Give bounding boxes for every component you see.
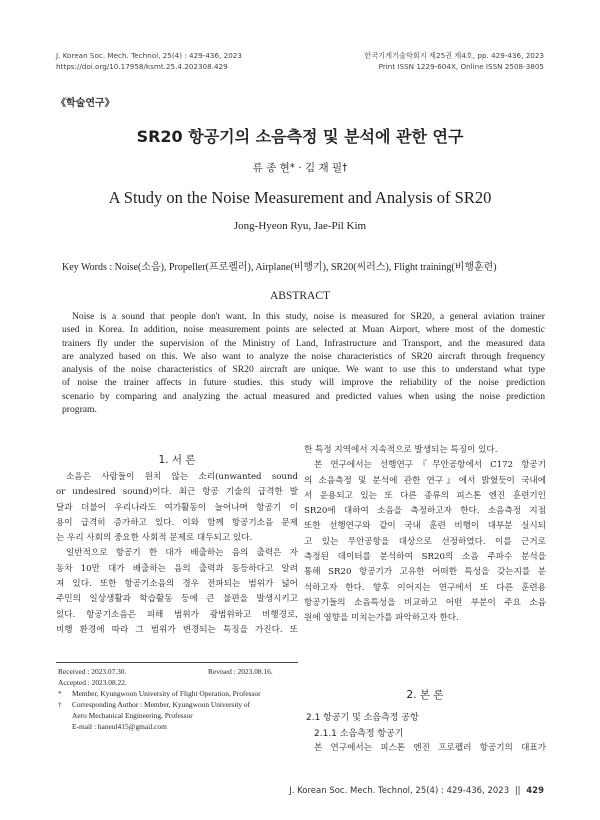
keywords-line xyxy=(62,258,497,273)
section-1-heading: 1. 서 론 xyxy=(158,454,196,466)
footnote-corresponding-mark: † xyxy=(58,700,62,709)
body-line: 달과 더불어 우리나라도 여가활동이 늘어나며 항공기 이 xyxy=(56,502,298,513)
abstract-line: trainers fly under the supervision of the Ministry of Land, Infrastructure and Transport, and the measured data xyxy=(62,337,545,349)
body-line: SR20에 대하여 소음을 측정하고자 한다. 소음측정 지점 xyxy=(304,506,546,517)
body-line: 있다. 항공기소음은 피해 범위가 광범위하고 비행경로, xyxy=(56,609,298,620)
abstract-line: of noise the trainer affects in future studies. this study will improve the reliability of the noise prediction xyxy=(62,377,545,389)
section-1-body-continued xyxy=(304,443,546,627)
title-korean: SR20 항공기의 소음측정 및 분석에 관한 연구 xyxy=(136,127,464,146)
footnote-divider xyxy=(56,662,298,663)
body-line: 한 특정 지역에서 지속적으로 발생되는 특징이 있다. xyxy=(304,445,498,455)
body-line: 서 운용되고 있는 또 다른 종류의 피스톤 엔진 훈련기인 xyxy=(304,490,546,501)
body-line: 일반적으로 항공기 한 대가 배출하는 음의 출력은 자 xyxy=(66,548,298,559)
abstract-line: Noise is a sound that people don't want. In this study, noise is measured for SR20, a general aviation trainer xyxy=(72,311,545,322)
footnote-email[interactable]: E-mail : haneul415@gmail.com xyxy=(72,722,167,731)
body-line: 의 소음측정 및 분석에 관한 연구』에서 밝혔듯이 국내에 xyxy=(304,475,546,486)
abstract-line: used in Korea. In addition, noise measurement points are selected at Muan Airport, where most of the domestic xyxy=(62,324,545,336)
body-line: 원에 영향을 미치는가를 파악하고자 한다. xyxy=(304,613,459,624)
header-issn: Print ISSN 1229-604X, Online ISSN 2508-3805 xyxy=(378,62,544,71)
body-line: 석하고자 한다. 향후 이어지는 연구에서 또 다른 훈련용 xyxy=(304,582,546,593)
body-line: 주민의 일상생활과 학습활동 등에 큰 불편을 발생시키고 xyxy=(56,594,298,605)
body-line: 고 있는 무안공항을 대상으로 선정하였다. 이를 근거로 xyxy=(304,536,546,547)
footnote-corresponding: Corresponding Author : Member, Kyungwoon University of xyxy=(72,700,251,709)
body-line: 소음은 사람들이 원치 않는 소리(unwanted sound xyxy=(66,472,298,482)
body-line: 본 연구에서는 피스톤 엔진 프로펠러 항공기의 대표가 xyxy=(314,743,546,753)
abstract-line: scenario by comparing and analyzing the actual measured and predicted values when using the noise prediction xyxy=(62,390,545,402)
footnote-member-mark: * xyxy=(58,689,62,698)
abstract-line: program. xyxy=(62,404,97,416)
body-line: 통해 SR20 항공기가 고유한 어떠한 특성을 갖는지를 분 xyxy=(304,567,546,578)
header-doi-link[interactable]: https://doi.org/10.17958/ksmt.25.4.202308.429 xyxy=(56,62,228,71)
subsection-2-1-1-heading: 2.1.1 소음측정 항공기 xyxy=(314,729,404,739)
footer-separator: || xyxy=(514,786,521,796)
body-line: 또한 선행연구와 같이 국내 훈련 비행이 대부분 실시되 xyxy=(304,521,546,532)
authors-english: Jong-Hyeon Ryu, Jae-Pil Kim xyxy=(233,220,367,232)
abstract-line: analysis of the noise characteristics of SR20 aircraft are unique. We want to use this to understand what type xyxy=(62,364,545,376)
subsection-2-1-heading: 2.1 항공기 및 소음측정 공항 xyxy=(306,713,419,723)
footer-journal-citation: J. Korean Soc. Mech. Technol, 25(4) : 429-436, 2023 xyxy=(289,786,510,796)
keywords-list: Noise(소음), Propeller(프로펠러), Airplane(비행기), SR20(씨러스), Flight training(비행훈련) xyxy=(114,262,497,273)
body-line: 용이 급격히 증가하고 있다. 이와 함께 항공기소음 문제 xyxy=(56,517,298,528)
section-1-body xyxy=(56,470,298,638)
article-category: 《학술연구》 xyxy=(56,98,115,109)
body-line: 동차 10만 대가 배출하는 음의 출력과 동등하다고 알려 xyxy=(56,563,298,574)
body-line: 측정된 데이터를 분석하여 SR20의 소음 주파수 분석을 xyxy=(304,552,546,563)
footnote-revised: Revised : 2023.08.16. xyxy=(208,667,273,676)
footnote-accepted: Accepted : 2023.08.22. xyxy=(58,678,127,687)
footnote-received: Received : 2023.07.30. xyxy=(58,667,127,676)
section-2-heading: 2. 본 론 xyxy=(406,689,444,701)
footnote-corresponding-cont: Aero Mechanical Engineering, Professor xyxy=(72,711,193,720)
body-line: 져 있다. 또한 항공기소음의 경우 전파되는 범위가 넓어 xyxy=(56,579,298,590)
body-line: 는 우리 사회의 중요한 사회적 문제로 대두되고 있다. xyxy=(56,533,253,544)
abstract-body xyxy=(62,310,545,416)
body-line: 본 연구에서는 선행연구『무안공항에서 C172 항공기 xyxy=(314,460,546,471)
body-line: 항공기들의 소음특성을 비교하고 어떤 부분이 주요 소음 xyxy=(304,597,546,608)
body-line: 비행 환경에 따라 그 범위가 변경되는 특징을 가진다. 또 xyxy=(56,624,298,635)
authors-korean: 류 종 현* · 김 재 필† xyxy=(252,162,348,174)
keywords-label: Key Words : xyxy=(62,262,113,273)
header-journal-citation-ko: 한국기계기술학회지 제25권 제4호, pp. 429-436, 2023 xyxy=(364,51,544,60)
body-line: or undesired sound)이다. 최근 항공 기술의 급격한 발 xyxy=(56,487,298,498)
title-english: A Study on the Noise Measurement and Analysis of SR20 xyxy=(108,188,492,207)
abstract-heading: ABSTRACT xyxy=(269,290,331,302)
page-number: 429 xyxy=(526,786,544,796)
page-footer xyxy=(289,786,544,796)
header-journal-citation: J. Korean Soc. Mech. Technol, 25(4) : 429-436, 2023 xyxy=(56,51,242,60)
abstract-line: are analyzed based on this. We also want to analyze the noise characteristics of SR20 aircraft through frequency xyxy=(62,350,545,362)
footnote-member: Member, Kyungwoon University of Flight Operation, Professor xyxy=(72,689,261,698)
